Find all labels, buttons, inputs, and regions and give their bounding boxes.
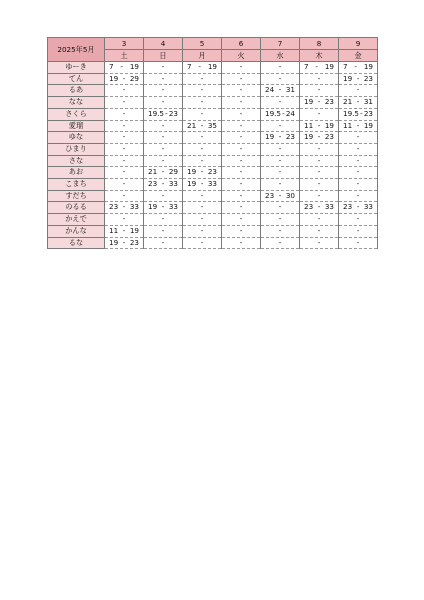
shift-cell-empty: -: [144, 143, 183, 155]
shift-cell: [339, 62, 378, 74]
shift-cell-empty: -: [183, 190, 222, 202]
shift-cell: [300, 202, 339, 214]
table-row: [48, 190, 378, 202]
range-dash: -: [278, 132, 282, 142]
shift-cell: [183, 120, 222, 132]
range-dash: -: [122, 202, 126, 212]
shift-cell-empty: -: [300, 85, 339, 97]
shift-cell-empty: -: [222, 190, 261, 202]
shift-cell-empty: -: [300, 225, 339, 237]
shift-time-range: [339, 109, 377, 120]
staff-name: さな: [48, 155, 105, 167]
weekday-header: 火: [222, 50, 261, 62]
shift-cell: [144, 167, 183, 179]
staff-name: ひまり: [48, 143, 105, 155]
shift-cell-empty: -: [105, 179, 144, 191]
staff-name: さくら: [48, 108, 105, 120]
shift-cell: [261, 85, 300, 97]
shift-time-range: [339, 74, 377, 85]
table-row: [48, 225, 378, 237]
shift-start: 19: [187, 179, 197, 189]
shift-time-range: [300, 97, 338, 108]
shift-cell-empty: -: [261, 97, 300, 109]
shift-time-range: [300, 202, 338, 213]
range-dash: -: [317, 202, 321, 212]
shift-cell-empty: -: [339, 85, 378, 97]
shift-cell-empty: -: [222, 132, 261, 144]
shift-cell-empty: -: [339, 225, 378, 237]
shift-cell-empty: -: [261, 237, 300, 249]
shift-end: 24: [285, 108, 295, 118]
table-row: [48, 73, 378, 85]
weekday-header: 土: [105, 50, 144, 62]
shift-cell-empty: -: [261, 143, 300, 155]
shift-cell-empty: -: [183, 202, 222, 214]
shift-start: 19: [148, 202, 158, 212]
shift-end: 23: [363, 108, 373, 118]
date-header: 9: [339, 38, 378, 50]
shift-cell: [144, 179, 183, 191]
range-dash: -: [198, 62, 201, 71]
shift-cell-empty: -: [144, 225, 183, 237]
shift-cell-empty: -: [105, 155, 144, 167]
range-dash: -: [360, 108, 363, 118]
shift-end: 23: [207, 167, 217, 177]
shift-cell-empty: -: [261, 155, 300, 167]
shift-start: 23: [343, 202, 353, 212]
weekday-header: 月: [183, 50, 222, 62]
shift-start: 7: [109, 62, 114, 71]
shift-time-range: [300, 121, 338, 132]
shift-cell: [261, 190, 300, 202]
shift-cell: [339, 108, 378, 120]
shift-cell-empty: -: [105, 108, 144, 120]
shift-end: 31: [363, 97, 373, 107]
shift-time-range: [261, 132, 299, 143]
shift-cell-empty: -: [144, 97, 183, 109]
shift-cell-empty: -: [222, 143, 261, 155]
shift-cell-empty: -: [261, 225, 300, 237]
shift-end: 23: [324, 132, 334, 142]
shift-cell: [261, 108, 300, 120]
shift-cell-empty: -: [105, 85, 144, 97]
shift-cell-empty: -: [261, 179, 300, 191]
shift-cell: [300, 120, 339, 132]
shift-end: 29: [168, 167, 178, 177]
shift-start: 7: [187, 62, 192, 71]
shift-time-range: [339, 202, 377, 213]
range-dash: -: [317, 120, 321, 130]
table-row: [48, 132, 378, 144]
shift-cell-empty: -: [222, 214, 261, 226]
shift-cell-empty: -: [300, 237, 339, 249]
staff-name: なな: [48, 97, 105, 109]
range-dash: -: [122, 237, 126, 247]
shift-table-body: [48, 62, 378, 249]
shift-end: 23: [324, 97, 334, 107]
shift-start: 19: [109, 237, 119, 247]
range-dash: -: [317, 97, 321, 107]
shift-time-range: [183, 121, 221, 132]
range-dash: -: [200, 120, 204, 130]
shift-cell-empty: -: [144, 85, 183, 97]
shift-time-range: [105, 74, 143, 85]
table-row: [48, 214, 378, 226]
shift-start: 7: [304, 62, 309, 71]
shift-cell-empty: -: [222, 202, 261, 214]
range-dash: -: [200, 167, 204, 177]
date-header: 8: [300, 38, 339, 50]
shift-time-range: [183, 179, 221, 190]
shift-cell-empty: -: [105, 190, 144, 202]
shift-cell: [300, 132, 339, 144]
shift-cell-empty: -: [222, 62, 261, 74]
shift-end: 33: [168, 179, 178, 189]
staff-name: かんな: [48, 225, 105, 237]
shift-cell-empty: -: [144, 155, 183, 167]
staff-name: るな: [48, 237, 105, 249]
range-dash: -: [122, 225, 126, 235]
shift-time-range: [144, 109, 182, 120]
weekday-header: 木: [300, 50, 339, 62]
shift-cell: [144, 202, 183, 214]
table-row: [48, 85, 378, 97]
shift-cell-empty: -: [144, 62, 183, 74]
staff-name: ゆーき: [48, 62, 105, 74]
shift-start: 11: [109, 225, 119, 235]
shift-cell-empty: -: [222, 155, 261, 167]
weekday-header: 水: [261, 50, 300, 62]
shift-start: 19.5: [343, 108, 360, 118]
shift-end: 19: [363, 120, 373, 130]
shift-start: 21: [343, 97, 353, 107]
shift-time-range: [339, 121, 377, 132]
staff-name: あお: [48, 167, 105, 179]
shift-cell-empty: -: [222, 225, 261, 237]
shift-cell-empty: -: [183, 97, 222, 109]
range-dash: -: [282, 108, 285, 118]
shift-cell-empty: -: [339, 143, 378, 155]
table-row: [48, 143, 378, 155]
shift-cell: [144, 108, 183, 120]
shift-cell-empty: -: [339, 167, 378, 179]
shift-cell-empty: -: [105, 120, 144, 132]
shift-end: 19: [129, 62, 139, 71]
shift-cell-empty: -: [222, 97, 261, 109]
table-row: [48, 108, 378, 120]
shift-cell-empty: -: [261, 73, 300, 85]
table-row: [48, 62, 378, 74]
shift-cell-empty: -: [300, 214, 339, 226]
shift-start: 19: [109, 73, 119, 83]
shift-cell: [183, 167, 222, 179]
shift-cell-empty: -: [105, 132, 144, 144]
shift-cell-empty: -: [222, 237, 261, 249]
range-dash: -: [278, 85, 282, 95]
staff-name: こまち: [48, 179, 105, 191]
shift-time-range: [183, 167, 221, 178]
shift-time-range: [144, 202, 182, 213]
shift-cell: [105, 237, 144, 249]
range-dash: -: [315, 62, 318, 71]
table-row: [48, 179, 378, 191]
shift-end: 33: [129, 202, 139, 212]
month-label: 2025年5月: [48, 38, 105, 62]
shift-end: 30: [285, 190, 295, 200]
shift-start: 19: [265, 132, 275, 142]
shift-start: 23: [148, 179, 158, 189]
shift-cell-empty: -: [261, 120, 300, 132]
range-dash: -: [161, 167, 165, 177]
staff-name: てん: [48, 73, 105, 85]
shift-cell-empty: -: [222, 167, 261, 179]
shift-cell-empty: -: [339, 190, 378, 202]
shift-time-range: [339, 97, 377, 108]
shift-end: 19: [363, 62, 373, 71]
shift-time-range: [105, 238, 143, 249]
shift-time-range: [144, 179, 182, 190]
shift-cell-empty: -: [300, 179, 339, 191]
shift-time-range: [105, 62, 143, 73]
shift-end: 33: [207, 179, 217, 189]
shift-cell-empty: -: [300, 108, 339, 120]
range-dash: -: [200, 179, 204, 189]
shift-start: 23: [109, 202, 119, 212]
shift-time-range: [183, 62, 221, 73]
table-row: [48, 120, 378, 132]
range-dash: -: [356, 202, 360, 212]
shift-cell-empty: -: [339, 237, 378, 249]
shift-cell-empty: -: [261, 214, 300, 226]
shift-cell-empty: -: [105, 143, 144, 155]
shift-cell-empty: -: [183, 143, 222, 155]
shift-cell-empty: -: [261, 167, 300, 179]
shift-cell: [339, 120, 378, 132]
shift-cell-empty: -: [300, 167, 339, 179]
date-header-row: [48, 38, 378, 50]
range-dash: -: [356, 97, 360, 107]
shift-cell-empty: -: [222, 120, 261, 132]
shift-cell-empty: -: [222, 179, 261, 191]
table-row: [48, 155, 378, 167]
range-dash: -: [165, 108, 168, 118]
shift-start: 11: [304, 120, 314, 130]
shift-cell: [105, 73, 144, 85]
range-dash: -: [120, 62, 123, 71]
shift-cell-empty: -: [300, 143, 339, 155]
shift-start: 11: [343, 120, 353, 130]
shift-end: 33: [168, 202, 178, 212]
shift-start: 23: [265, 190, 275, 200]
shift-cell: [183, 179, 222, 191]
shift-start: 19: [343, 73, 353, 83]
table-row: [48, 202, 378, 214]
shift-cell-empty: -: [339, 155, 378, 167]
shift-cell-empty: -: [183, 225, 222, 237]
shift-start: 19.5: [265, 108, 282, 118]
shift-start: 21: [148, 167, 158, 177]
range-dash: -: [354, 62, 357, 71]
shift-cell: [105, 225, 144, 237]
shift-end: 19: [324, 120, 334, 130]
shift-cell-empty: -: [339, 132, 378, 144]
range-dash: -: [161, 179, 165, 189]
shift-cell-empty: -: [183, 155, 222, 167]
shift-cell-empty: -: [183, 237, 222, 249]
range-dash: -: [317, 132, 321, 142]
shift-start: 19: [304, 132, 314, 142]
shift-cell-empty: -: [261, 62, 300, 74]
shift-end: 33: [324, 202, 334, 212]
shift-cell-empty: -: [144, 237, 183, 249]
shift-time-range: [144, 167, 182, 178]
shift-start: 19: [187, 167, 197, 177]
shift-end: 23: [363, 73, 373, 83]
shift-time-range: [105, 226, 143, 237]
table-row: [48, 237, 378, 249]
date-header: 4: [144, 38, 183, 50]
range-dash: -: [356, 120, 360, 130]
date-header: 6: [222, 38, 261, 50]
shift-cell-empty: -: [300, 155, 339, 167]
shift-time-range: [339, 62, 377, 73]
shift-start: 24: [265, 85, 275, 95]
shift-cell: [339, 97, 378, 109]
date-header: 3: [105, 38, 144, 50]
shift-start: 21: [187, 120, 197, 130]
staff-name: かえで: [48, 214, 105, 226]
shift-end: 19: [324, 62, 334, 71]
shift-cell-empty: -: [144, 73, 183, 85]
shift-end: 19: [129, 225, 139, 235]
range-dash: -: [122, 73, 126, 83]
staff-name: 愛瑠: [48, 120, 105, 132]
shift-end: 31: [285, 85, 295, 95]
shift-end: 33: [363, 202, 373, 212]
staff-name: ゆな: [48, 132, 105, 144]
shift-schedule-table: [47, 37, 378, 249]
shift-start: 23: [304, 202, 314, 212]
shift-end: 23: [129, 237, 139, 247]
shift-cell: [339, 73, 378, 85]
shift-cell-empty: -: [222, 108, 261, 120]
shift-start: 7: [343, 62, 348, 71]
shift-start: 19: [304, 97, 314, 107]
shift-cell-empty: -: [105, 214, 144, 226]
table-row: [48, 167, 378, 179]
range-dash: -: [356, 73, 360, 83]
weekday-header: 日: [144, 50, 183, 62]
shift-cell-empty: -: [300, 73, 339, 85]
shift-cell-empty: -: [222, 73, 261, 85]
shift-cell: [261, 132, 300, 144]
staff-name: るあ: [48, 85, 105, 97]
shift-cell-empty: -: [222, 85, 261, 97]
shift-time-range: [105, 202, 143, 213]
shift-cell: [339, 202, 378, 214]
shift-cell-empty: -: [183, 73, 222, 85]
shift-cell-empty: -: [144, 214, 183, 226]
date-header: 5: [183, 38, 222, 50]
date-header: 7: [261, 38, 300, 50]
shift-end: 23: [285, 132, 295, 142]
shift-cell-empty: -: [183, 108, 222, 120]
staff-name: すだち: [48, 190, 105, 202]
table-row: [48, 97, 378, 109]
shift-end: 35: [207, 120, 217, 130]
range-dash: -: [161, 202, 165, 212]
shift-cell-empty: -: [261, 202, 300, 214]
shift-cell: [300, 97, 339, 109]
shift-end: 23: [168, 108, 178, 118]
shift-cell: [183, 62, 222, 74]
shift-cell-empty: -: [105, 97, 144, 109]
shift-cell: [105, 62, 144, 74]
shift-cell-empty: -: [300, 190, 339, 202]
shift-time-range: [261, 191, 299, 202]
shift-cell-empty: -: [105, 167, 144, 179]
shift-cell-empty: -: [183, 85, 222, 97]
shift-cell-empty: -: [144, 132, 183, 144]
shift-end: 19: [207, 62, 217, 71]
weekday-header: 金: [339, 50, 378, 62]
shift-cell-empty: -: [183, 132, 222, 144]
shift-time-range: [261, 85, 299, 96]
shift-cell: [300, 62, 339, 74]
shift-cell-empty: -: [339, 214, 378, 226]
shift-cell-empty: -: [144, 190, 183, 202]
shift-cell-empty: -: [339, 179, 378, 191]
shift-time-range: [261, 109, 299, 120]
shift-cell-empty: -: [183, 214, 222, 226]
shift-time-range: [300, 132, 338, 143]
staff-name: のるる: [48, 202, 105, 214]
shift-time-range: [300, 62, 338, 73]
shift-end: 29: [129, 73, 139, 83]
shift-cell: [105, 202, 144, 214]
range-dash: -: [278, 190, 282, 200]
shift-cell-empty: -: [144, 120, 183, 132]
shift-start: 19.5: [148, 108, 165, 118]
